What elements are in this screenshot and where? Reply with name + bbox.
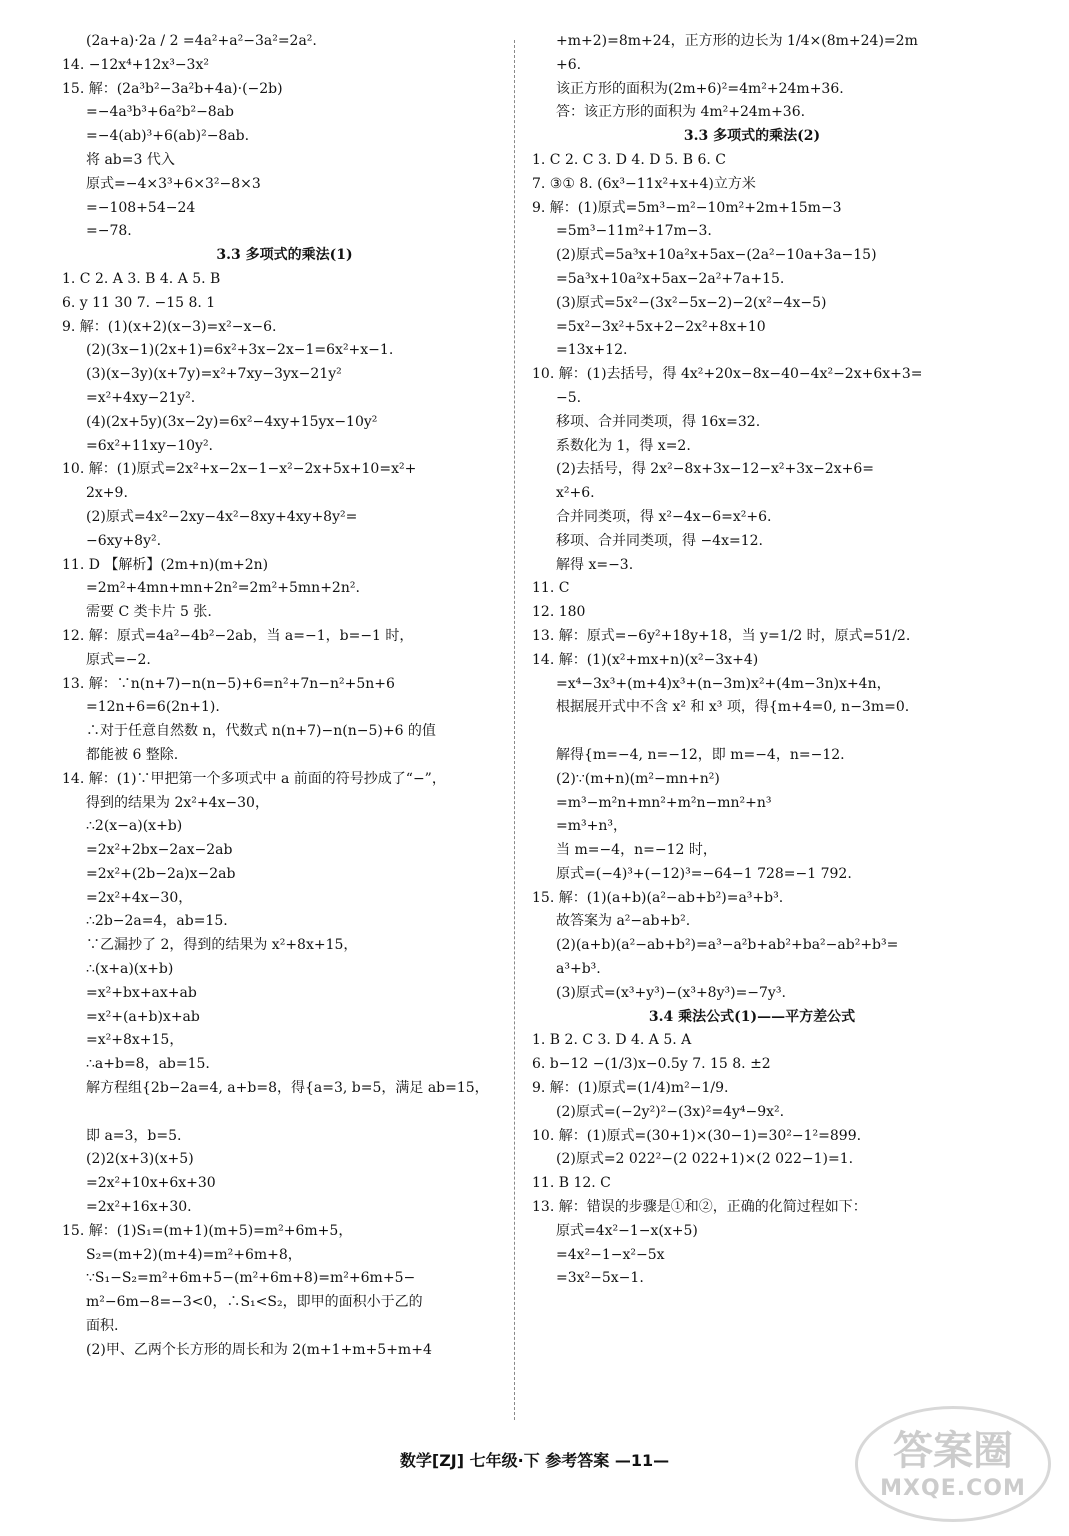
answer-line: =m³−m²n+mn²+m²n−mn²+n³: [556, 794, 772, 811]
column-divider: [514, 40, 515, 1420]
answer-line: 9. 解：(1)原式=5m³−m²−10m²+2m+15m−3: [532, 199, 842, 216]
answer-line: =6x²+11xy−10y².: [86, 437, 214, 454]
answer-line: 6. b−12 −(1/3)x−0.5y 7. 15 8. ±2: [532, 1056, 771, 1073]
answer-line: −5.: [556, 389, 582, 406]
answer-line: [532, 720, 972, 744]
answer-line: [62, 1101, 507, 1125]
answer-line: 原式=−4×3³+6×3²−8×3: [86, 175, 261, 192]
answer-line: (4)(2x+5y)(3x−2y)=6x²−4xy+15yx−10y²: [86, 413, 378, 430]
answer-line: (2)原式=4x²−2xy−4x²−8xy+4xy+8y²=: [86, 508, 358, 525]
answer-line: 根据展开式中不含 x² 和 x³ 项，得{m+4=0, n−3m=0.: [556, 699, 910, 716]
answer-line: 1. C 2. A 3. B 4. A 5. B: [62, 270, 221, 287]
answer-line: 都能被 6 整除.: [86, 746, 179, 763]
answer-line: 解得 x=−3.: [556, 556, 634, 573]
answer-line: x²+6.: [556, 485, 595, 502]
answer-line: =x²+(a+b)x+ab: [86, 1008, 200, 1025]
answer-line: =2x²+(2b−2a)x−2ab: [86, 865, 236, 882]
answer-line: 14. −12x⁴+12x³−3x²: [62, 56, 209, 73]
answer-line: 原式=4x²−1−x(x+5): [556, 1222, 698, 1239]
answer-line: =2x²+16x+30.: [86, 1199, 192, 1216]
answer-line: 10. 解：(1)原式=2x²+x−2x−1−x²−2x+5x+10=x²+: [62, 461, 417, 478]
answer-line: 9. 解：(1)(x+2)(x−3)=x²−x−6.: [62, 318, 277, 335]
answer-line: =m³+n³，: [556, 818, 627, 835]
watermark-logo: [855, 1406, 1051, 1522]
answer-line: (3)原式=(x³+y³)−(x³+8y³)=−7y³.: [556, 984, 786, 1001]
answer-line: 得到的结果为 2x²+4x−30，: [86, 794, 269, 811]
watermark-url: MXQE.COM: [880, 1476, 1026, 1501]
answer-line: (2)去括号，得 2x²−8x+3x−12−x²+3x−2x+6=: [556, 461, 874, 478]
right-column: [532, 30, 972, 1291]
answer-line: 1. C 2. C 3. D 4. D 5. B 6. C: [532, 151, 726, 168]
answer-line: =−78.: [86, 223, 132, 240]
answer-line: (2)(a+b)(a²−ab+b²)=a³−a²b+ab²+ba²−ab²+b³=: [556, 937, 899, 954]
answer-line: =2x²+10x+6x+30: [86, 1175, 216, 1192]
answer-line: 答：该正方形的面积为 4m²+24m+36.: [556, 104, 806, 121]
answer-line: 13. 解：原式=−6y²+18y+18，当 y=1/2 时，原式=51/2.: [532, 627, 911, 644]
answer-line: (2)2(x+3)(x+5): [86, 1151, 194, 1168]
answer-line: =2x²+4x−30，: [86, 889, 193, 906]
answer-line: 系数化为 1，得 x=2.: [556, 437, 691, 454]
answer-line: (2)∵(m+n)(m²−mn+n²): [556, 770, 720, 787]
answer-line: =x²+4xy−21y².: [86, 389, 196, 406]
answer-line: 7. ③① 8. (6x³−11x²+x+4)立方米: [532, 175, 756, 192]
answer-line: 10. 解：(1)原式=(30+1)×(30−1)=30²−1²=899.: [532, 1127, 862, 1144]
answer-line: 11. B 12. C: [532, 1175, 611, 1192]
answer-line: =12n+6=6(2n+1).: [86, 699, 220, 716]
answer-line: 1. B 2. C 3. D 4. A 5. A: [532, 1032, 692, 1049]
answer-line: ∴a+b=8，ab=15.: [86, 1056, 210, 1073]
answer-line: =5m³−11m²+17m−3.: [556, 223, 712, 240]
answer-line: =−108+54−24: [86, 199, 196, 216]
answer-line: 即 a=3，b=5.: [86, 1127, 182, 1144]
answer-line: +m+2)=8m+24，正方形的边长为 1/4×(8m+24)=2m: [556, 33, 918, 49]
answer-line: 2x+9.: [86, 485, 128, 502]
answer-line: (2a+a)·2a / 2 =4a²+a²−3a²=2a².: [86, 33, 317, 49]
section-heading: 3.4 乘法公式(1)——平方差公式: [648, 1008, 856, 1025]
answer-line: ∴(x+a)(x+b): [86, 961, 174, 978]
answer-line: 当 m=−4，n=−12 时，: [556, 842, 717, 859]
answer-line: 故答案为 a²−ab+b².: [556, 913, 691, 930]
answer-line: m²−6m−8=−3<0，∴S₁<S₂，即甲的面积小于乙的: [86, 1294, 423, 1311]
answer-line: 14. 解：(1)(x²+mx+n)(x²−3x+4): [532, 651, 759, 668]
answer-line: 13. 解：∵n(n+7)−n(n−5)+6=n²+7n−n²+5n+6: [62, 675, 395, 692]
answer-line: 6. y 11 30 7. −15 8. 1: [62, 294, 216, 311]
answer-line: =5x²−3x²+5x+2−2x²+8x+10: [556, 318, 766, 335]
answer-line: S₂=(m+2)(m+4)=m²+6m+8，: [86, 1246, 302, 1263]
answer-line: (2)原式=5a³x+10a²x+5ax−(2a²−10a+3a−15): [556, 247, 877, 264]
answer-line: =4x²−1−x²−5x: [556, 1246, 665, 1263]
answer-line: ∵S₁−S₂=m²+6m+5−(m²+6m+8)=m²+6m+5−: [86, 1270, 416, 1287]
answer-line: 13. 解：错误的步骤是①和②，正确的化简过程如下：: [532, 1199, 867, 1216]
answer-line: =x⁴−3x³+(m+4)x³+(n−3m)x²+(4m−3n)x+4n，: [556, 675, 891, 692]
answer-line: (3)(x−3y)(x+7y)=x²+7xy−3yx−21y²: [86, 366, 342, 383]
answer-line: a³+b³.: [556, 961, 601, 978]
answer-line: =2x²+2bx−2ax−2ab: [86, 842, 233, 859]
page-footer: 数学[ZJ] 七年级·下 参考答案 —11—: [399, 1451, 670, 1470]
answer-line: 10. 解：(1)去括号，得 4x²+20x−8x−40−4x²−2x+6x+3=: [532, 366, 923, 383]
answer-line: 15. 解：(1)(a+b)(a²−ab+b²)=a³+b³.: [532, 889, 784, 906]
answer-line: (2)原式=2 022²−(2 022+1)×(2 022−1)=1.: [556, 1151, 854, 1168]
answer-line: (3)原式=5x²−(3x²−5x−2)−2(x²−4x−5): [556, 294, 827, 311]
answer-line: (2)甲、乙两个长方形的周长和为 2(m+1+m+5+m+4: [86, 1341, 432, 1358]
answer-line: 15. 解：(1)S₁=(m+1)(m+5)=m²+6m+5，: [62, 1222, 353, 1239]
section-heading: 3.3 多项式的乘法(2): [683, 128, 821, 145]
answer-line: 移项、合并同类项，得 −4x=12.: [556, 532, 763, 549]
answer-line: 原式=−2.: [86, 651, 151, 668]
answer-line: +6.: [556, 56, 582, 73]
answer-line: 原式=(−4)³+(−12)³=−64−1 728=−1 792.: [556, 865, 852, 882]
answer-line: 需要 C 类卡片 5 张.: [86, 604, 212, 621]
answer-line: (2)(3x−1)(2x+1)=6x²+3x−2x−1=6x²+x−1.: [86, 342, 394, 359]
answer-line: =3x²−5x−1.: [556, 1270, 644, 1287]
answer-line: (2)原式=(−2y²)²−(3x)²=4y⁴−9x².: [556, 1103, 785, 1120]
section-heading: 3.3 多项式的乘法(1): [216, 247, 353, 264]
answer-line: 合并同类项，得 x²−4x−6=x²+6.: [556, 508, 772, 525]
answer-line: =2m²+4mn+mn+2n²=2m²+5mn+2n².: [86, 580, 360, 597]
answer-line: =−4(ab)³+6(ab)²−8ab.: [86, 128, 250, 145]
answer-line: =13x+12.: [556, 342, 628, 359]
answer-line: ∴2b−2a=4，ab=15.: [86, 913, 228, 930]
answer-line: ∴对于任意自然数 n，代数式 n(n+7)−n(n−5)+6 的值: [86, 723, 436, 740]
answer-line: 14. 解：(1)∵甲把第一个多项式中 a 前面的符号抄成了“−”，: [62, 770, 446, 787]
answer-line: 11. C: [532, 580, 570, 597]
answer-line: ∵乙漏抄了 2，得到的结果为 x²+8x+15，: [86, 937, 358, 954]
answer-line: −6xy+8y².: [86, 532, 162, 549]
answer-line: =x²+bx+ax+ab: [86, 984, 197, 1001]
answer-line: 移项、合并同类项，得 16x=32.: [556, 413, 761, 430]
answer-line: 该正方形的面积为(2m+6)²=4m²+24m+36.: [556, 80, 844, 97]
answer-line: 解得{m=−4, n=−12，即 m=−4，n=−12.: [556, 746, 845, 763]
watermark-logo-text: 答案圈: [893, 1428, 1013, 1474]
answer-line: 解方程组{2b−2a=4, a+b=8，得{a=3, b=5，满足 ab=15，: [86, 1080, 489, 1097]
answer-line: ∴2(x−a)(x+b): [86, 818, 183, 835]
answer-line: 面积.: [86, 1318, 119, 1335]
answer-line: 12. 180: [532, 604, 586, 621]
answer-line: 11. D 【解析】(2m+n)(m+2n): [62, 556, 269, 573]
answer-line: 9. 解：(1)原式=(1/4)m²−1/9.: [532, 1080, 729, 1097]
answer-line: =5a³x+10a²x+5ax−2a²+7a+15.: [556, 270, 785, 287]
answer-line: 12. 解：原式=4a²−4b²−2ab，当 a=−1，b=−1 时，: [62, 627, 414, 644]
answer-line: =x²+8x+15，: [86, 1032, 184, 1049]
answer-line: 将 ab=3 代入: [86, 151, 175, 168]
left-column: [62, 30, 507, 1363]
answer-line: =−4a³b³+6a²b²−8ab: [86, 104, 235, 121]
answer-line: 15. 解：(2a³b²−3a²b+4a)·(−2b): [62, 80, 283, 97]
